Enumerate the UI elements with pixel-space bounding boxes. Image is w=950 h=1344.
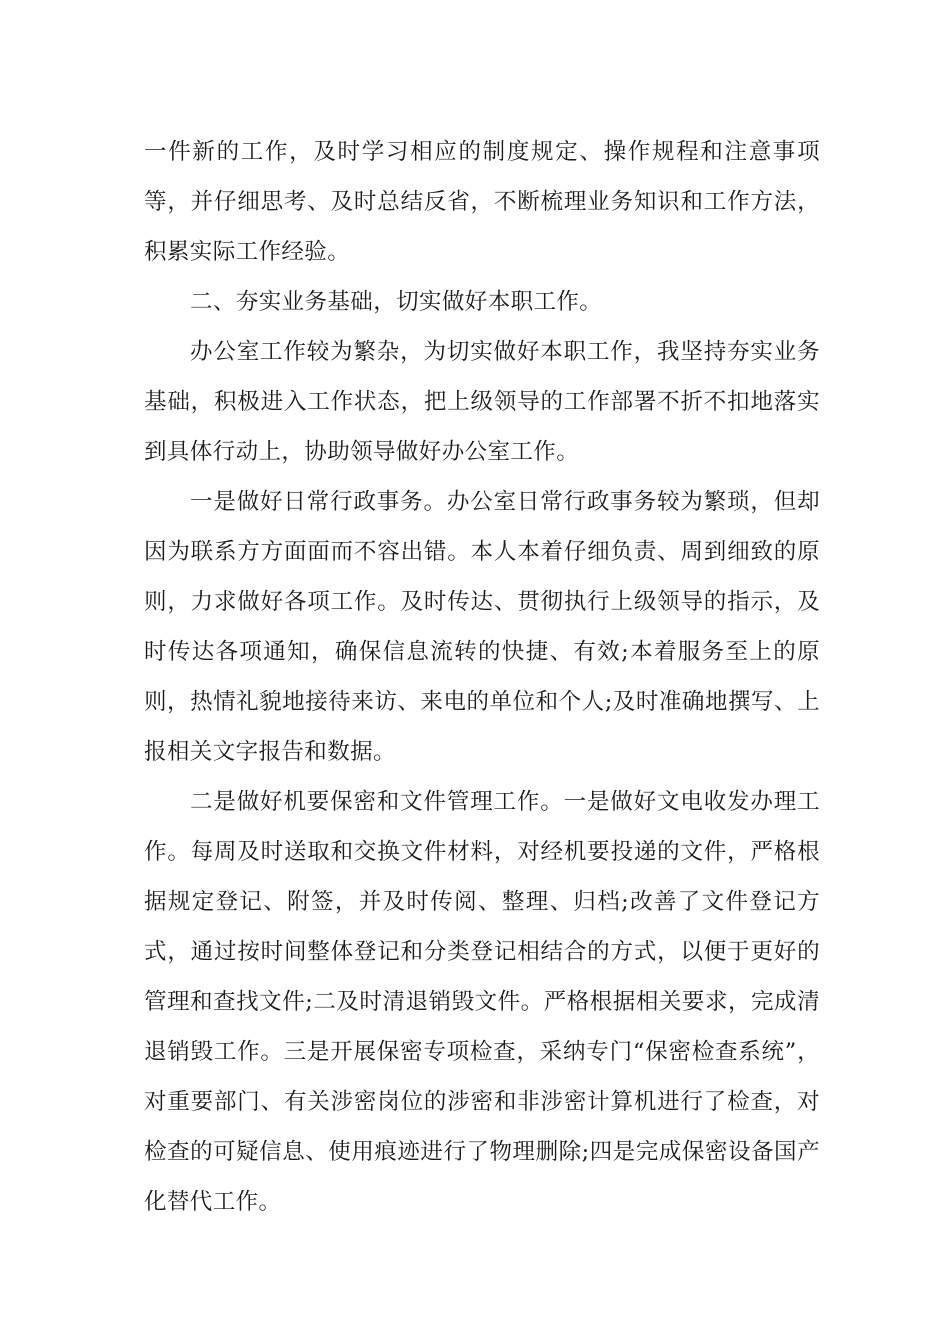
paragraph-confidential-docs: 二是做好机要保密和文件管理工作。一是做好文电收发办理工作。每周及时送取和交换文件材料，对经机要投递的文件，严格根据规定登记、附签，并及时传阅、整理、归档;改善了文件登记方式，通过按时间整体登记和分类登记相结合的方式，以便于更好的管理和查找文件;二及时清退销毁文件。严格根据相关要求，完成清退销毁工作。三是开展保密专项检查，采纳专门“保密检查系统”，对重要部门、有关涉密岗位的涉密和非涉密计算机进行了检查，对检查的可疑信息、使用痕迹进行了物理删除;四是完成保密设备国产化替代工作。 (144, 789, 820, 1215)
paragraph-office-work: 办公室工作较为繁杂，为切实做好本职工作，我坚持夯实业务基础，积极进入工作状态，把上级领导的工作部署不折不扣地落实到具体行动上，协助领导做好办公室工作。 (144, 339, 820, 465)
paragraph-continuation: 一件新的工作，及时学习相应的制度规定、操作规程和注意事项等，并仔细思考、及时总结反省，不断梳理业务知识和工作方法，积累实际工作经验。 (144, 139, 820, 265)
document-body (144, 127, 820, 1227)
paragraph-daily-affairs: 一是做好日常行政事务。办公室日常行政事务较为繁琐，但却因为联系方方面面而不容出错。本人本着仔细负责、周到细致的原则，力求做好各项工作。及时传达、贯彻执行上级领导的指示，及时传达各项通知，确保信息流转的快捷、有效;本着服务至上的原则，热情礼貌地接待来访、来电的单位和个人;及时准确地撰写、上报相关文字报告和数据。 (144, 489, 820, 765)
paragraph-section-heading: 二、夯实业务基础，切实做好本职工作。 (190, 289, 603, 315)
